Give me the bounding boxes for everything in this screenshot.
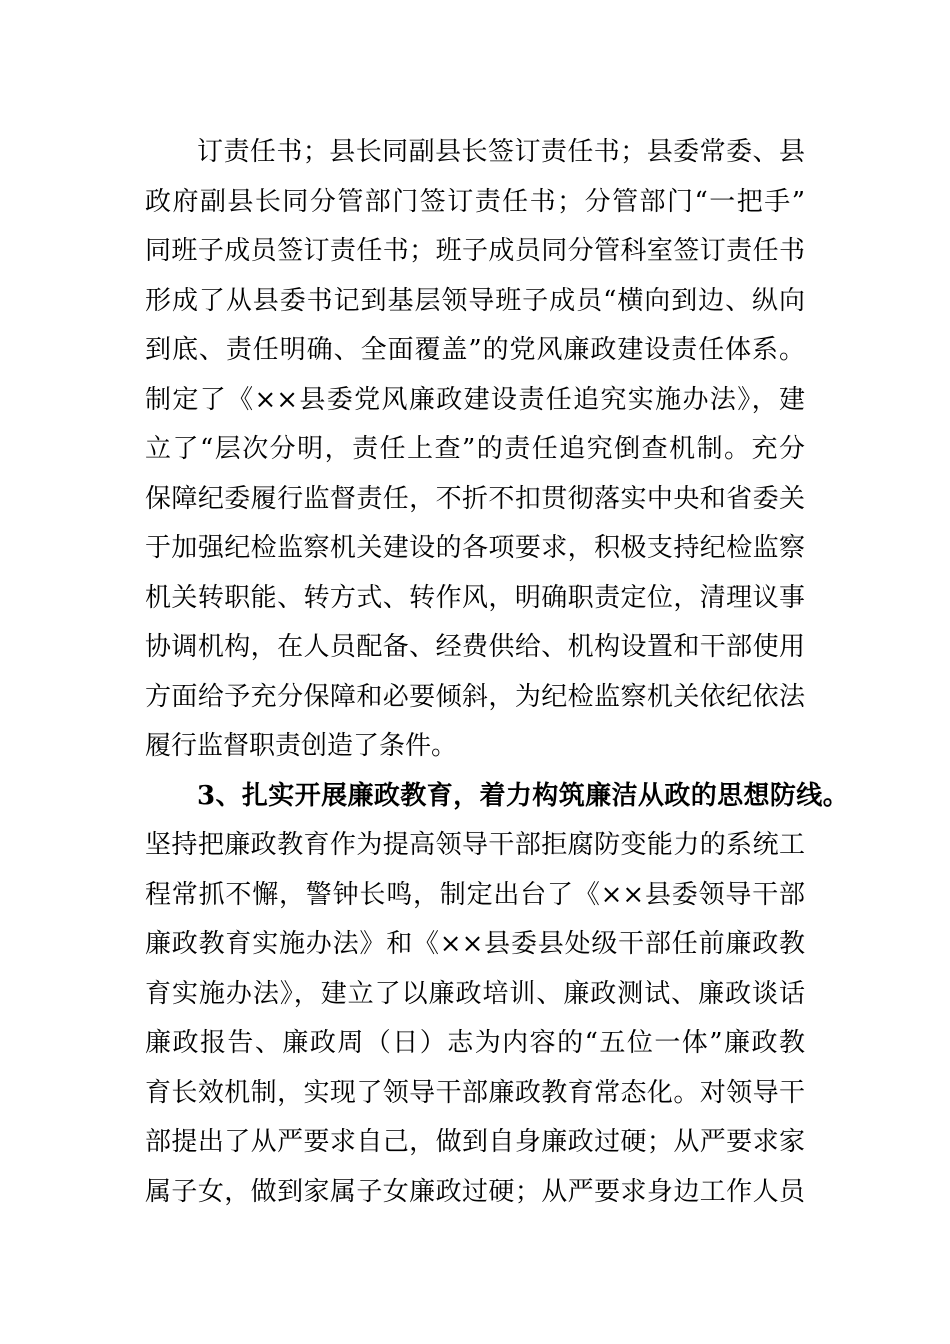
text-line: 到底、责任明确、全面覆盖”的党风廉政建设责任体系。: [145, 335, 805, 365]
paragraph-responsibility-system: [145, 128, 805, 772]
text-line: 于加强纪检监察机关建设的各项要求，积极支持纪检监察: [145, 533, 805, 563]
text-line: 方面给予充分保障和必要倾斜，为纪检监察机关依纪依法: [145, 681, 805, 712]
text-line: 育长效机制，实现了领导干部廉政教育常态化。对领导干: [145, 1077, 805, 1108]
text-line: 廉政报告、廉政周（日）志为内容的“五位一体”廉政教: [145, 1028, 805, 1058]
text-line: 廉政教育实施办法》和《××县委县处级干部任前廉政教: [145, 929, 805, 959]
text-line: 部提出了从严要求自己，做到自身廉政过硬；从严要求家: [145, 1127, 805, 1157]
text-line: 坚持把廉政教育作为提高领导干部拒腐防变能力的系统工: [145, 830, 805, 860]
text-line: 协调机构，在人员配备、经费供给、机构设置和干部使用: [145, 632, 805, 662]
text-line: 程常抓不懈，警钟长鸣，制定出台了《××县委领导干部: [145, 879, 805, 910]
document-page: [145, 128, 850, 1217]
text-line: 育实施办法》，建立了以廉政培训、廉政测试、廉政谈话: [145, 978, 805, 1009]
text-line: 形成了从县委书记到基层领导班子成员“横向到边、纵向: [145, 285, 805, 316]
section-heading: 3、扎实开展廉政教育，着力构筑廉洁从政的思想防线。: [197, 780, 850, 811]
text-line: 制定了《××县委党风廉政建设责任追究实施办法》，建: [145, 384, 805, 415]
text-line: 政府副县长同分管部门签订责任书；分管部门“一把手”: [145, 186, 805, 217]
paragraph-integrity-education: [145, 821, 805, 1217]
text-line: 履行监督职责创造了条件。: [145, 731, 458, 761]
text-line: 保障纪委履行监督责任，不折不扣贯彻落实中央和省委关: [145, 483, 805, 514]
text-line: 同班子成员签订责任书；班子成员同分管科室签订责任书: [145, 236, 805, 266]
text-line: 机关转职能、转方式、转作风，明确职责定位，清理议事: [145, 582, 805, 613]
text-line: 订责任书；县长同副县长签订责任书；县委常委、县: [197, 137, 805, 167]
text-line: 立了“层次分明，责任上查”的责任追究倒查机制。充分: [145, 434, 805, 464]
text-line: 属子女，做到家属子女廉政过硬；从严要求身边工作人员: [145, 1176, 805, 1207]
